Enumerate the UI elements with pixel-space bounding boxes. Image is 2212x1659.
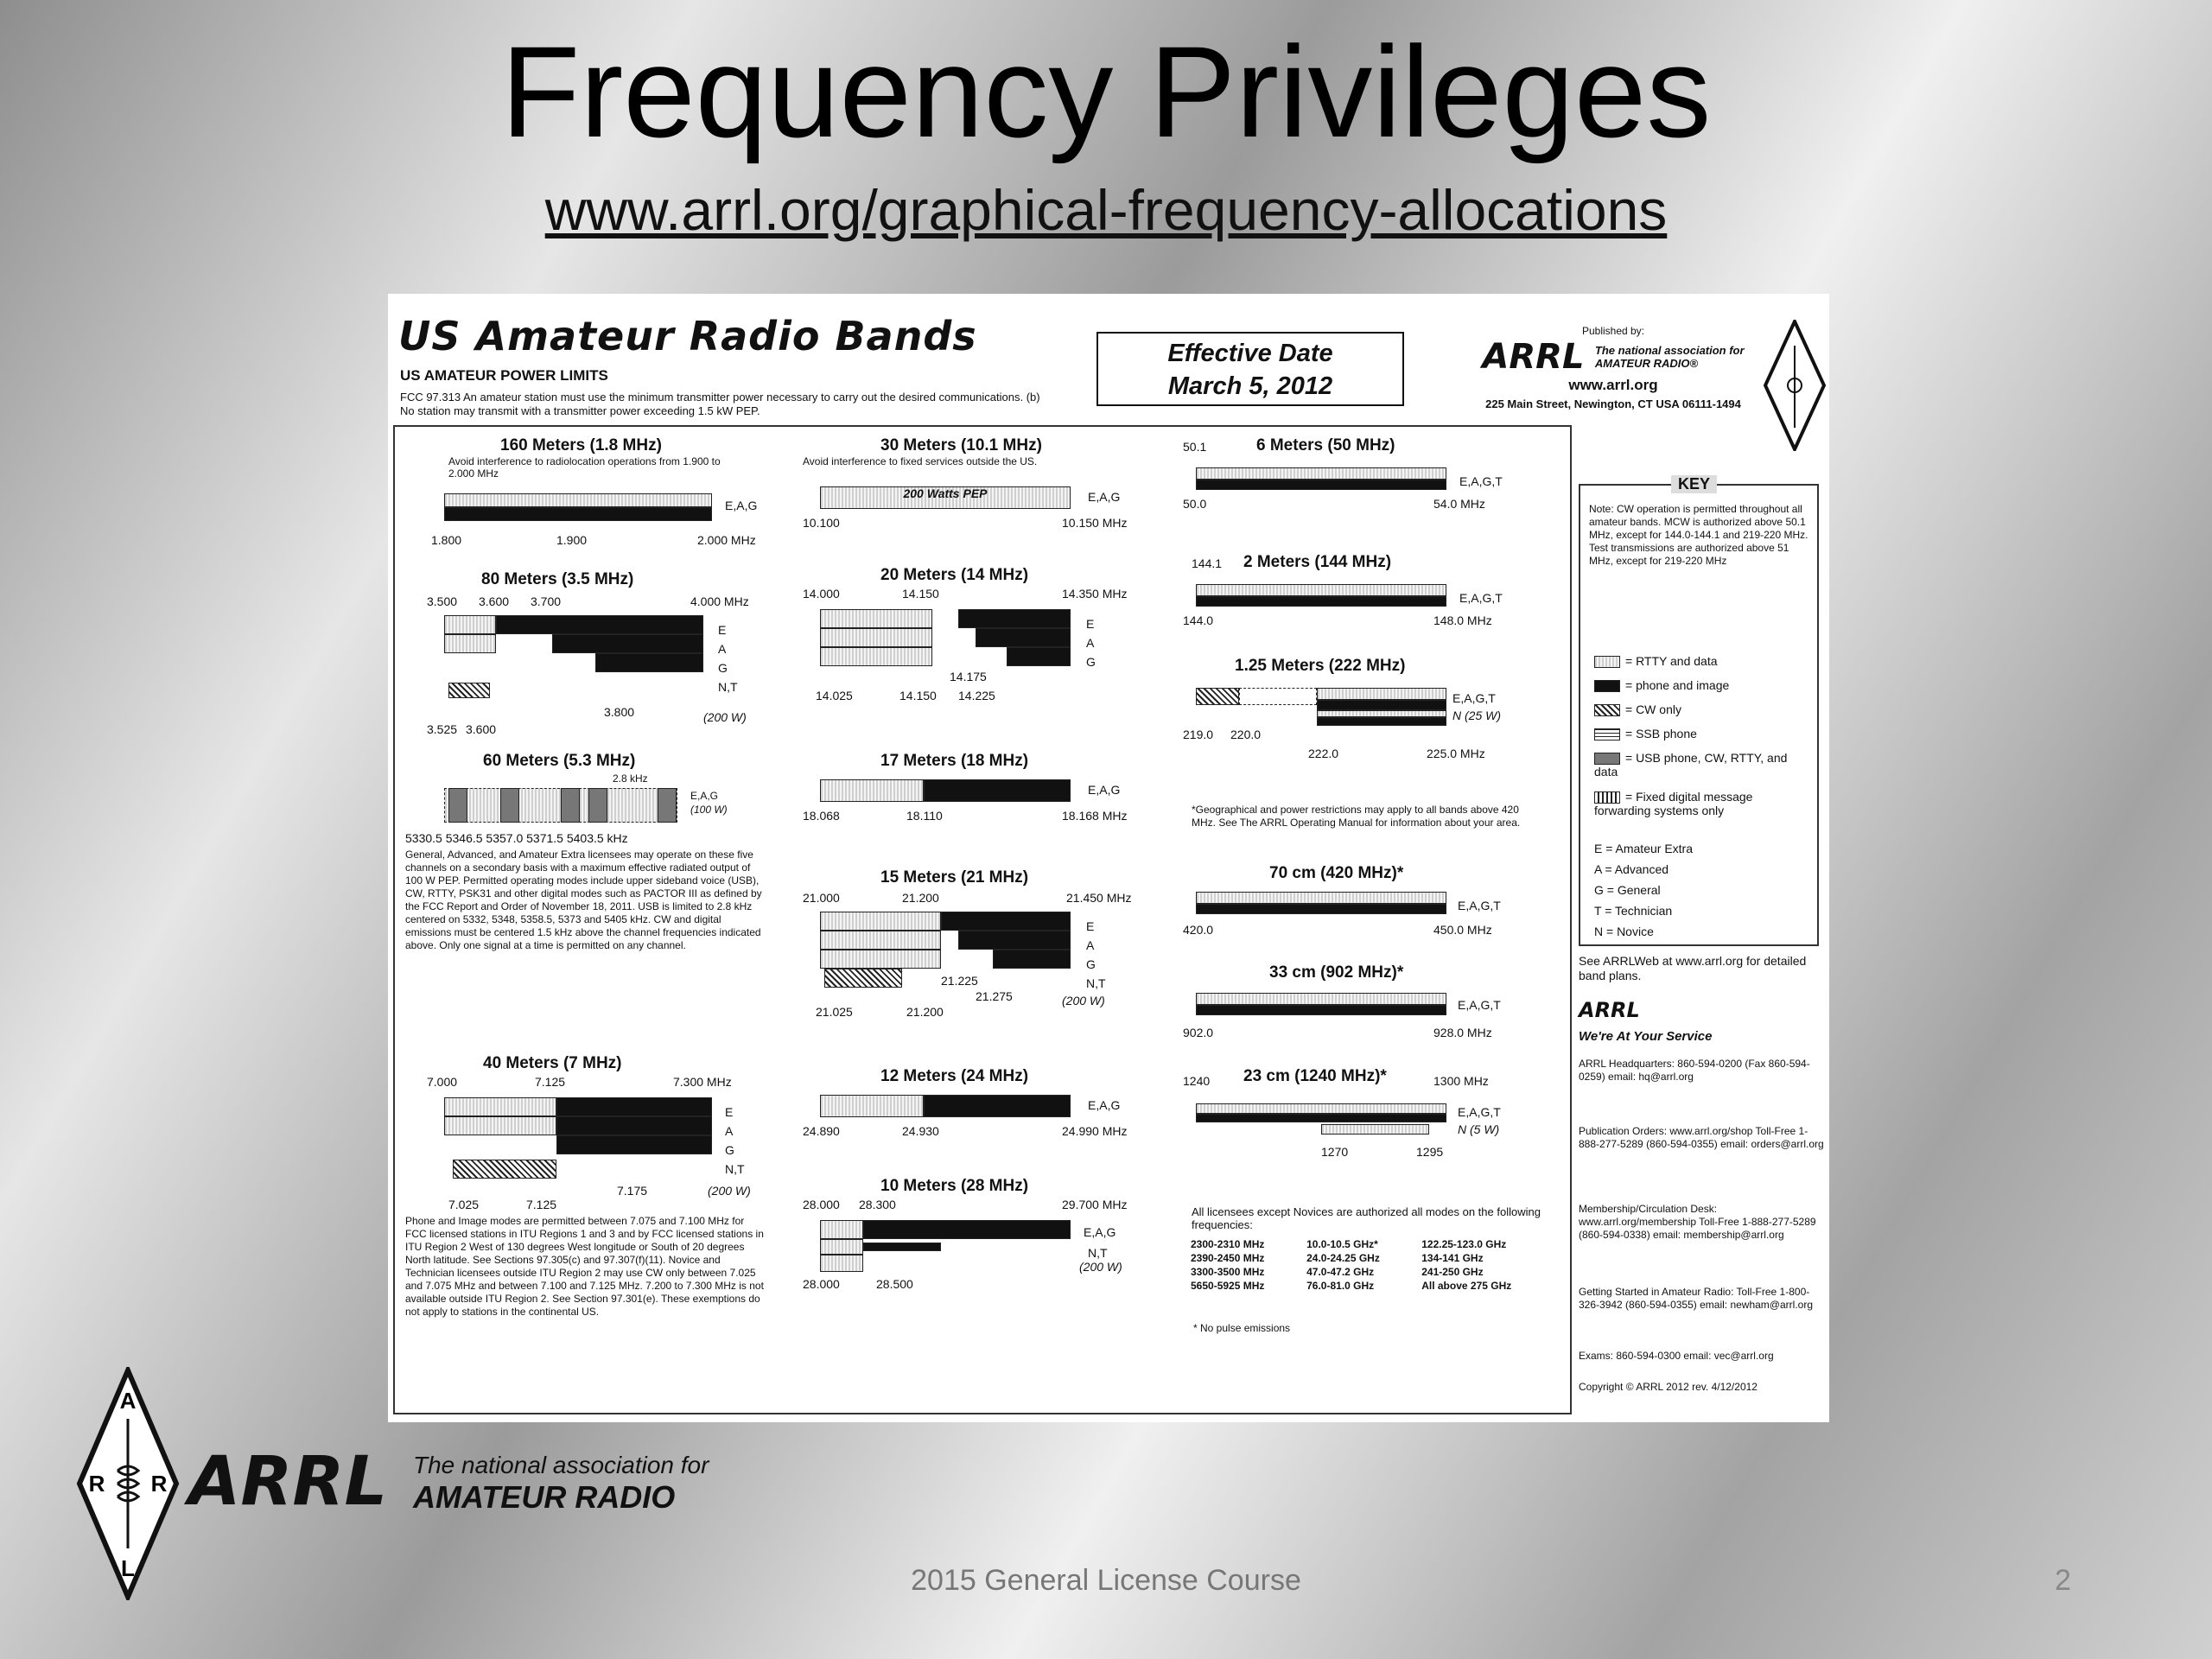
freq-label: 219.0 (1183, 728, 1214, 741)
effective-date-box (1096, 332, 1404, 406)
freq-label: 21.225 (941, 974, 978, 988)
freq-label: 21.200 (906, 1005, 944, 1019)
band-chart-image (388, 294, 1829, 1422)
band-bar (958, 609, 1071, 628)
license-general: G = General (1594, 883, 1661, 897)
license-classes: E,A,G,T (1458, 998, 1501, 1012)
freq-label: 450.0 MHz (1433, 923, 1492, 937)
band-bar (444, 493, 712, 507)
band-bar (924, 1095, 1071, 1117)
sidebar-exams: Exams: 860-594-0300 email: vec@arrl.org (1579, 1350, 1774, 1362)
slide-url-link[interactable]: www.arrl.org/graphical-frequency-allocations (544, 178, 1668, 242)
freq-label: 220.0 (1230, 728, 1262, 741)
license-classes: E,A,G (690, 790, 719, 802)
table-row: 3300-3500 MHz 47.0-47.2 GHz 241-250 GHz (1191, 1266, 1484, 1278)
freq-label: 1270 (1321, 1145, 1349, 1159)
band-bar (820, 1255, 863, 1272)
freq-label: 10.150 MHz (1062, 516, 1128, 530)
freq-label: 14.150 (899, 689, 937, 702)
freq-label: 24.990 MHz (1062, 1124, 1128, 1138)
arrl-diamond-logo-small (1764, 320, 1826, 451)
freq-label: 1300 MHz (1433, 1074, 1489, 1088)
band-bar (444, 1116, 556, 1135)
freq-label: 28.300 (859, 1198, 896, 1211)
freq-label: 18.168 MHz (1062, 809, 1128, 823)
footer-course-title: 2015 General License Course (911, 1564, 1301, 1597)
sidebar-orders: Publication Orders: www.arrl.org/shop Toll-Free 1-888-277-5289 (860-594-0355) email: orders@arrl.org (1579, 1125, 1824, 1150)
channel-bar (561, 788, 580, 823)
band-60m (405, 752, 768, 951)
band-title: 20 Meters (14 MHz) (880, 566, 1029, 584)
freq-label: 50.1 (1183, 440, 1207, 454)
freq-label: 1240 (1183, 1074, 1211, 1088)
license-classes: E,A,G (1088, 490, 1121, 504)
band-10m (803, 1177, 1148, 1298)
band-bar (820, 628, 932, 647)
all-licensees-note: All licensees except Novices are authorized all modes on the following frequencies: (1192, 1205, 1541, 1231)
power-label: (200 W) (1079, 1260, 1122, 1274)
band-2m (1183, 553, 1563, 627)
band-23cm (1183, 1067, 1563, 1159)
freq-label: 7.125 (535, 1075, 566, 1089)
freq-label: 3.525 (427, 722, 458, 736)
freq-label: 144.1 (1192, 556, 1223, 570)
band-note: Avoid interference to fixed services outside the US. (803, 455, 1038, 467)
chart-title: US Amateur Radio Bands (398, 313, 977, 359)
band-title: 17 Meters (18 MHz) (880, 752, 1029, 770)
band-bar (863, 1220, 1071, 1239)
band-bar (1196, 892, 1446, 904)
power-label: (100 W) (690, 804, 728, 816)
key-item-cw: = CW only (1594, 702, 1681, 716)
band-title: 33 cm (902 MHz)* (1269, 963, 1404, 982)
band-bar: 200 Watts PEP (820, 486, 1071, 509)
key-item-rtty: = RTTY and data (1594, 654, 1718, 668)
band-note: Phone and Image modes are permitted between 7.075 and 7.100 MHz for FCC licensed stations in ITU Regions 1 and 3 and by FCC licensed stations in ITU Region 2 West of 130 degrees West longitude or South of 20 degrees North latitude. See Sections 97.305(c) and 97.307(f)(11). Novice and Technician licensees outside ITU Region 2 may use CW only between 7.025 and 7.075 MHz and between 7.100 and 7.125 MHz. 7.200 to 7.300 MHz is not available outside ITU Region 2. See Section 97.301(e). These exemptions do not apply to stations in the continental US. (405, 1215, 764, 1318)
license-classes: E A G (1086, 617, 1096, 669)
key-item-ssb: = SSB phone (1594, 727, 1697, 741)
key-note: Note: CW operation is permitted throughout all amateur bands. MCW is authorized above 50.1 MHz, except for 144.0-144.1 and 219-220 MHz. Test transmissions are authorized above 51 MHz, except for 219-220 MHz (1589, 503, 1808, 567)
freq-label: 28.500 (876, 1277, 913, 1291)
freq-label: 7.125 (526, 1198, 557, 1211)
band-title: 80 Meters (3.5 MHz) (481, 570, 634, 588)
table-row: 2300-2310 MHz 10.0-10.5 GHz* 122.25-123.0 GHz (1191, 1238, 1507, 1250)
band-bar (1317, 717, 1446, 726)
see-arrlweb: See ARRLWeb at www.arrl.org for detailed band plans. (1579, 954, 1807, 982)
band-bar (1196, 688, 1239, 705)
band-bar (993, 950, 1071, 969)
band-80m (405, 570, 768, 743)
freq-label: 50.0 (1183, 497, 1207, 511)
channel-bar (500, 788, 519, 823)
freq-label: 14.025 (816, 689, 853, 702)
freq-label: 21.450 MHz (1066, 891, 1132, 905)
freq-label: 222.0 (1308, 747, 1339, 760)
freq-label: 3.800 (604, 705, 635, 719)
svg-text:A: A (119, 1388, 137, 1414)
key-item-fixed-digital: = Fixed digital message forwarding systems only (1594, 790, 1753, 818)
license-classes: N (5 W) (1458, 1122, 1500, 1136)
band-title: 70 cm (420 MHz)* (1269, 864, 1404, 882)
band-70cm (1183, 864, 1563, 937)
band-bar (444, 634, 496, 653)
band-bar (1239, 688, 1317, 705)
key-title: KEY (1671, 475, 1717, 493)
band-bar (1196, 596, 1446, 607)
band-17m (803, 752, 1148, 823)
freq-label: 21.000 (803, 891, 840, 905)
band-bar (1196, 1005, 1446, 1015)
band-bar (1196, 480, 1446, 490)
license-extra: E = Amateur Extra (1594, 842, 1693, 855)
freq-label: 1295 (1416, 1145, 1444, 1159)
key-item-phone: = phone and image (1594, 678, 1729, 692)
band-bar (1321, 1124, 1429, 1135)
freq-label: 4.000 MHz (690, 594, 749, 608)
band-bar (556, 1135, 712, 1154)
freq-label: 928.0 MHz (1433, 1026, 1492, 1039)
license-technician: T = Technician (1594, 904, 1673, 918)
freq-label: 14.175 (950, 670, 987, 683)
freq-label: 1.800 (431, 533, 462, 547)
license-classes: E,A,G,T (1459, 474, 1503, 488)
band-bar (941, 912, 1071, 931)
band-bar (595, 653, 703, 672)
arrl-wordmark: ARRL (188, 1443, 388, 1521)
band-bar (1317, 710, 1446, 717)
band-bar (1007, 647, 1071, 666)
band-bar (1196, 904, 1446, 914)
power-label: (200 W) (708, 1184, 751, 1198)
band-bar (453, 1160, 556, 1179)
band-bar (924, 779, 1071, 802)
license-classes: E,A,G,T (1458, 899, 1501, 912)
freq-label: 7.175 (617, 1184, 648, 1198)
freq-label: 14.000 (803, 587, 840, 601)
license-classes: E A G N,T (718, 623, 738, 694)
band-note: General, Advanced, and Amateur Extra licensees may operate on these five channels on a secondary basis with a maximum effective radiated output of 100 W PEP. Permitted operating modes include upper sideband voice (USB), CW, RTTY, PSK31 and other digital modes such as PACTOR III as defined by the FCC Report and Order of November 18, 2011. USB is limited to 2.8 kHz centered on 5332, 5348, 5358.5, 5373 and 5405 kHz. CW and digital emissions must be centered 1.5 kHz above the channel frequencies indicated above. Only one signal at a time is permitted on any channel. (405, 849, 762, 951)
freq-label: 21.025 (816, 1005, 853, 1019)
band-40m (405, 1054, 768, 1318)
band-33cm (1183, 963, 1563, 1039)
publisher-tagline: The national association for AMATEUR RADIO® (1594, 344, 1745, 370)
band-bar (1196, 1114, 1446, 1122)
freq-label: 144.0 (1183, 613, 1214, 627)
sidebar-getting-started: Getting Started in Amateur Radio: Toll-Free 1-800-326-3942 (860-594-0355) email: newham@arrl.org (1579, 1286, 1813, 1311)
band-bar (820, 1220, 863, 1239)
publisher-block (1449, 325, 1777, 410)
band-title: 1.25 Meters (222 MHz) (1235, 657, 1406, 675)
arrl-tagline-1: The national association for (413, 1452, 709, 1478)
freq-label: 28.000 (803, 1277, 840, 1291)
freq-label: 28.000 (803, 1198, 840, 1211)
publisher-web: www.arrl.org (1568, 377, 1658, 393)
band-note: Avoid interference to radiolocation operations from 1.900 to 2.000 MHz (448, 455, 721, 480)
license-novice: N = Novice (1594, 925, 1654, 938)
band-title: 6 Meters (50 MHz) (1256, 436, 1395, 454)
band-bar (820, 609, 932, 628)
band-bar (976, 628, 1071, 647)
band-15m (803, 868, 1148, 1041)
license-classes: N,T (1088, 1246, 1108, 1260)
band-bar (824, 969, 902, 988)
freq-label: 7.025 (448, 1198, 480, 1211)
chart-key (1579, 475, 1819, 946)
table-row: 2390-2450 MHz 24.0-24.25 GHz 134-141 GHz (1191, 1252, 1484, 1264)
channel-bar (658, 788, 677, 823)
geo-restriction-note: *Geographical and power restrictions may apply to all bands above 420 MHz. See The ARRL Operating Manual for information about your area. (1192, 804, 1521, 829)
band-bar (820, 931, 941, 950)
band-125m (1183, 657, 1563, 778)
freq-label: 24.890 (803, 1124, 840, 1138)
license-classes: E,A,G (1088, 783, 1121, 797)
band-bar (552, 634, 703, 653)
license-classes: E A G N,T (1086, 919, 1106, 990)
band-bar (820, 1095, 924, 1117)
band-title: 15 Meters (21 MHz) (880, 868, 1029, 887)
band-bar (444, 507, 712, 521)
freq-label: 3.700 (531, 594, 562, 608)
band-title: 30 Meters (10.1 MHz) (880, 436, 1042, 454)
band-bar (444, 1097, 556, 1116)
license-classes: E,A,G,T (1452, 691, 1496, 705)
power-label: (200 W) (703, 710, 747, 724)
channel-spacing: 2.8 kHz (613, 772, 648, 785)
band-title: 60 Meters (5.3 MHz) (483, 752, 636, 770)
band-bar (958, 931, 1071, 950)
band-bar (556, 1116, 712, 1135)
freq-label: 10.100 (803, 516, 840, 530)
effective-date: March 5, 2012 (1167, 372, 1333, 400)
freq-label: 21.200 (902, 891, 939, 905)
license-classes: E,A,G (725, 499, 758, 512)
freq-labels: 5330.5 5346.5 5357.0 5371.5 5403.5 kHz (405, 831, 628, 845)
power-label: (200 W) (1062, 994, 1105, 1007)
band-bar (1196, 993, 1446, 1005)
freq-label: 21.275 (976, 989, 1013, 1003)
freq-label: 29.700 MHz (1062, 1198, 1128, 1211)
band-bar (863, 1243, 941, 1251)
license-classes: E,A,G (1084, 1225, 1116, 1239)
power-limits-text: FCC 97.313 An amateur station must use the minimum transmitter power necessary to carry out the desired communications. (b) No station may transmit with a transmitter power exceeding 1.5 kW PEP. (400, 391, 1040, 417)
band-12m (803, 1067, 1148, 1138)
sidebar-copyright: Copyright © ARRL 2012 rev. 4/12/2012 (1579, 1381, 1758, 1393)
freq-label: 3.600 (479, 594, 510, 608)
band-bar (1196, 584, 1446, 596)
freq-label: 14.225 (958, 689, 995, 702)
page-number: 2 (2055, 1564, 2071, 1597)
freq-label: 148.0 MHz (1433, 613, 1492, 627)
band-bar (820, 779, 924, 802)
published-by-label: Published by: (1581, 325, 1645, 337)
channel-bar (588, 788, 607, 823)
slide-title: Frequency Privileges (500, 19, 1712, 164)
freq-label: 54.0 MHz (1433, 497, 1485, 511)
band-30m (803, 436, 1148, 530)
power-limits-title: US AMATEUR POWER LIMITS (400, 367, 608, 384)
freq-label: 2.000 MHz (697, 533, 756, 547)
band-title: 12 Meters (24 MHz) (880, 1067, 1029, 1085)
license-classes: E A G N,T (725, 1105, 745, 1176)
sidebar-service: We're At Your Service (1579, 1029, 1713, 1044)
band-title: 40 Meters (7 MHz) (483, 1054, 622, 1072)
high-freq-table (1190, 1237, 1561, 1293)
freq-label: 3.600 (466, 722, 497, 736)
effective-date-label: Effective Date (1167, 340, 1333, 367)
band-bar (820, 1239, 863, 1255)
band-bar (820, 950, 941, 969)
freq-label: 14.150 (902, 587, 939, 601)
freq-label: 420.0 (1183, 923, 1214, 937)
band-bar (496, 615, 703, 634)
freq-label: 24.930 (902, 1124, 939, 1138)
no-pulse-note: * No pulse emissions (1193, 1322, 1291, 1334)
sidebar-arrl: ARRL (1579, 998, 1640, 1022)
freq-label: 1.900 (556, 533, 588, 547)
freq-label: 14.350 MHz (1062, 587, 1128, 601)
band-title: 160 Meters (1.8 MHz) (500, 436, 662, 454)
band-20m (803, 566, 1148, 739)
license-advanced: A = Advanced (1594, 862, 1669, 876)
publisher-logo: ARRL (1482, 337, 1585, 377)
freq-label: 902.0 (1183, 1026, 1214, 1039)
publisher-address: 225 Main Street, Newington, CT USA 06111-1494 (1485, 397, 1741, 410)
band-bar (1196, 467, 1446, 480)
band-bar (1317, 688, 1446, 700)
band-bar (820, 912, 941, 931)
band-160m (405, 436, 768, 547)
channel-bar (448, 788, 467, 823)
band-title: 2 Meters (144 MHz) (1243, 553, 1392, 571)
key-item-usb: = USB phone, CW, RTTY, and data (1594, 751, 1788, 779)
band-bar (448, 683, 490, 698)
license-classes: E,A,G,T (1458, 1105, 1501, 1119)
arrl-tagline-2: AMATEUR RADIO (413, 1479, 676, 1515)
freq-label: 3.500 (427, 594, 458, 608)
svg-text:R: R (150, 1471, 168, 1497)
band-bar (1196, 1103, 1446, 1114)
band-bar (444, 615, 496, 634)
band-bar (1317, 700, 1446, 710)
sidebar-hq: ARRL Headquarters: 860-594-0200 (Fax 860-594-0259) email: hq@arrl.org (1579, 1058, 1810, 1083)
svg-text:L: L (121, 1555, 135, 1581)
freq-label: 7.300 MHz (673, 1075, 732, 1089)
freq-label: 225.0 MHz (1427, 747, 1485, 760)
sidebar-membership: Membership/Circulation Desk: www.arrl.org/membership Toll-Free 1-888-277-5289 (860-594-0338) email: membership@arrl.org (1579, 1203, 1816, 1241)
svg-text:R: R (88, 1471, 105, 1497)
license-classes: E,A,G,T (1459, 591, 1503, 605)
band-bar (556, 1097, 712, 1116)
table-row: 5650-5925 MHz 76.0-81.0 GHz All above 275 GHz (1191, 1280, 1512, 1292)
license-classes: E,A,G (1088, 1098, 1121, 1112)
freq-label: 7.000 (427, 1075, 458, 1089)
band-6m (1183, 436, 1563, 511)
band-title: 10 Meters (28 MHz) (880, 1177, 1029, 1195)
freq-label: 18.110 (906, 809, 943, 823)
band-title: 23 cm (1240 MHz)* (1243, 1067, 1387, 1085)
license-classes: N (25 W) (1452, 709, 1501, 722)
band-bar (820, 647, 932, 666)
freq-label: 18.068 (803, 809, 840, 823)
